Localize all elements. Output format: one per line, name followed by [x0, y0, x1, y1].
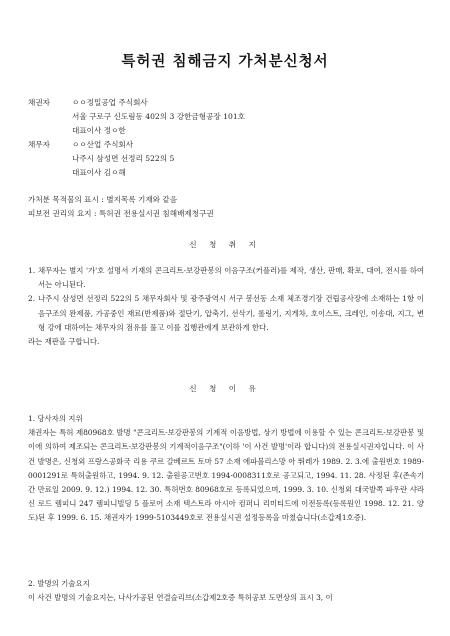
purpose-list: [28, 264, 424, 349]
purpose-item-1-text: 채무자는 별지 '가'호 설명서 기재의 콘크리트-보강판봉의 이음구조(커플러)를 제작, 생산, 판매, 확포, 대여, 전시를 하여서는 아니된다.: [38, 266, 424, 290]
debtor-label: 채무자: [28, 140, 51, 149]
reason-1-heading: 1. 당사자의 지위: [28, 414, 83, 423]
purpose-item-1: [28, 264, 424, 292]
purpose-item-2-num: 2.: [28, 294, 36, 304]
creditor-block: [28, 96, 428, 138]
reason-section-2: [28, 577, 424, 605]
right-line: 피보전 권리의 요지 : 특허권 전용실시권 침해배제청구권: [28, 209, 214, 218]
purpose-item-2-text: 나주시 삼성면 선정리 522의 5 채무자회사 및 광주광역시 서구 봉선동 소재 체조경기장 건립공사장에 소재하는 1항 이음구조의 완제품, 가공중인 재료(반제품)와 절단기, 압축기, 선삭기, 롤링기, 지게차, 호이스트, 크레인, 이송대, 지그, 변형 강에 대하여는 채무자의 점유를 풀고 이를 집행관에게 보관하게 한다.: [38, 294, 424, 332]
page-title: 특허권 침해금지 가처분신청서: [121, 53, 329, 70]
creditor-name: ㅇㅇ정밀공업 주식회사: [72, 98, 148, 107]
reason-section-1: [28, 412, 424, 526]
creditor-address: 서울 구로구 신도림동 402의 3 강한금형공장 101호: [72, 112, 246, 121]
creditor-label: 채권자: [28, 98, 51, 107]
debtor-block: [28, 138, 428, 180]
purpose-item-2: [28, 292, 424, 335]
reason-heading: 신 청 이 유: [189, 384, 261, 393]
purpose-item-1-num: 1.: [28, 266, 36, 275]
debtor-name: ㅇㅇ산업 주식회사: [72, 140, 134, 149]
object-line: 가처분 목적물의 표시 : 별지목록 기재와 같음: [28, 195, 178, 204]
reason-2-body: 이 사건 발명의 기술요지는, 나사가공된 연결슬리브(소갑제2호증 특허공보 도면상의 표시 3, 이: [28, 593, 333, 603]
purpose-heading: 신 청 취 지: [189, 240, 261, 249]
creditor-representative: 대표이사 정ㅇ한: [72, 126, 126, 135]
reason-2-heading: 2. 발명의 기술요지: [28, 579, 90, 588]
reason-1-body: 채권자는 특허 제80968호 발명 "콘크리트-보강판봉의 기계적 이음방법, 상기 방법에 이용할 수 있는 콘크리트-보강판봉 및 이에 의하여 제조되는 콘크리트-보강판봉의 기계적이음구조"(이하 '이 사건 발명'이라 합니다)의 전용실시권자입니다. 이 사건 발명은, 신청외 프랑스공화국 리용 쿠르 갈베르트 토마 57 소재 에파블리스망 아 뛰레가 1989. 2. 3.에 출원번호 1989-0001291로 특허출원하고, 1994. 9. 12. 출원공고번호 1994-0008311호로 공고되고, 1994. 11. 28. 사정된 후(존속기간 만료일 2009. 9. 12.) 1994. 12. 30. 특허번호 80968호로 등록되었으며, 1999. 3. 10. 신청외 대국발쪽 파우란 샤라신 로드 렘피니 247 렘피니빌딩 5 플로어 소재 텍스트라 아시아 컴퍼니 리미티드에 이전등록(등록원인 1998. 12. 21. 양도)된 후 1999. 6. 15. 채권자가 1999-5103449호로 전용실시권 설정등록을 마쳤습니다(소갑제1호증).: [28, 428, 424, 523]
purpose-close: 라는 재판을 구합니다.: [28, 337, 100, 347]
debtor-representative: 대표이사 김ㅇ해: [72, 168, 126, 177]
debtor-address: 나주시 삼성면 선정리 522의 5: [72, 154, 175, 163]
